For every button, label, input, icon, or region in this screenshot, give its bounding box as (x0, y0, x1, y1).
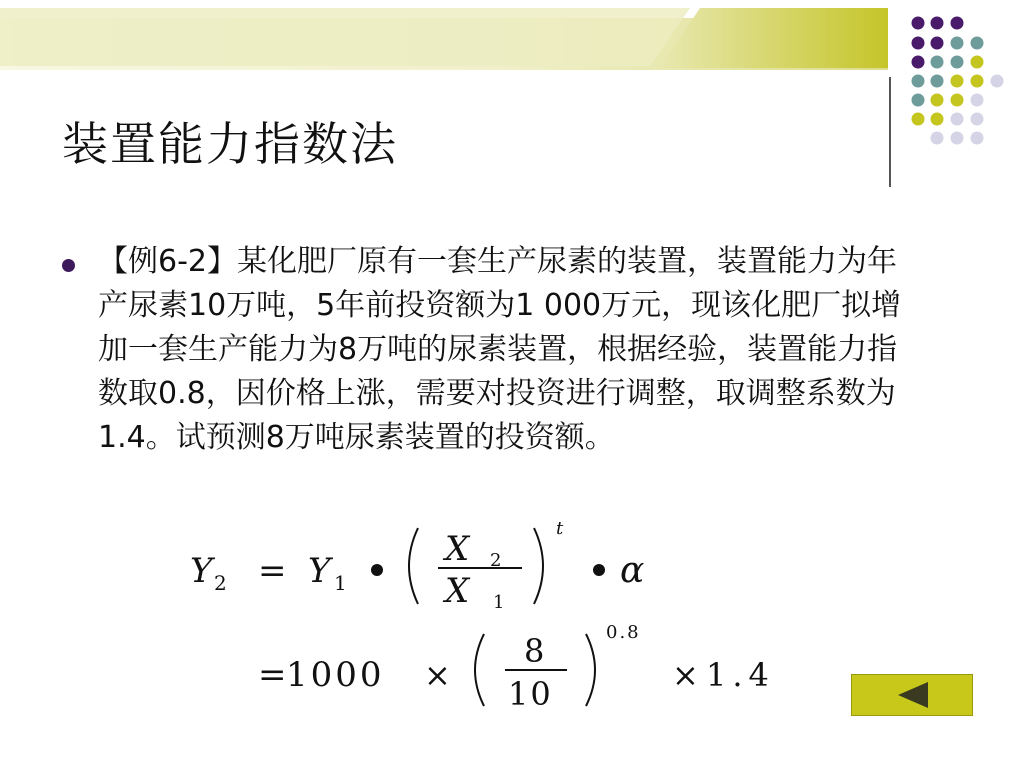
f2-right-paren (586, 634, 595, 706)
example-text: 【例6-2】某化肥厂原有一套生产尿素的装置，装置能力为年产尿素10万吨，5年前投资额为1 000万元，现该化肥厂拟增加一套生产能力为8万吨的尿素装置，根据经验，装置能力指数取0.8，因价格上涨，需要对投资进行调整，取调整系数为1.4。试预测8万吨尿素装置的投资额。 (98, 244, 902, 455)
back-button[interactable] (851, 674, 973, 716)
f2-left-paren (475, 634, 484, 706)
f1-num-sub: 2 (490, 550, 502, 571)
f1-lhs: Y (190, 551, 213, 591)
f2-factor: 1.4 (706, 656, 775, 694)
f2-den: 10 (508, 675, 553, 713)
slide-title: 装置能力指数法 (62, 117, 398, 171)
left-triangle-icon (852, 675, 972, 715)
f1-rhs: Y (308, 551, 331, 591)
f2-value: 1000 (286, 655, 385, 695)
f1-right-paren (534, 528, 543, 604)
f1-dot-1 (371, 564, 383, 576)
f1-exponent: t (556, 518, 564, 539)
f1-den-sub: 1 (493, 592, 505, 613)
f1-num: X (445, 529, 470, 569)
formula-1 (190, 518, 644, 613)
f1-eq: = (258, 551, 287, 591)
formula-2 (258, 622, 775, 713)
f2-num: 8 (524, 632, 545, 670)
f1-left-paren (409, 528, 418, 604)
f1-dot-2 (593, 564, 605, 576)
f2-times: × (424, 656, 451, 694)
f1-alpha: α (620, 550, 645, 591)
f2-eq: = (258, 655, 287, 695)
f1-den: X (445, 571, 470, 611)
f1-rhs-sub: 1 (334, 571, 347, 595)
f1-lhs-sub: 2 (214, 571, 227, 595)
f2-times-2: × (672, 656, 699, 694)
f2-exponent: 0.8 (606, 622, 641, 643)
